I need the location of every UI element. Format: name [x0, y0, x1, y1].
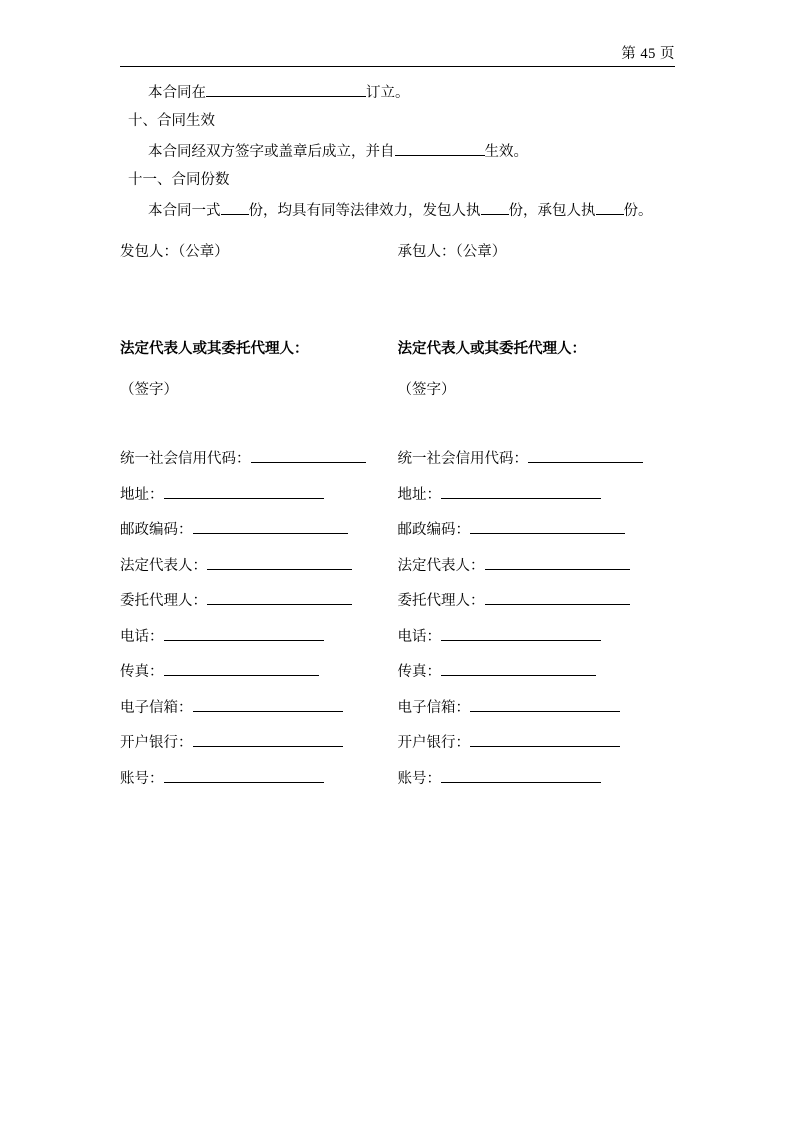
employer-field-email-line[interactable] — [193, 697, 343, 712]
clause-effective-suffix: 生效。 — [484, 144, 528, 160]
contractor-field-postcode-line[interactable] — [470, 519, 625, 534]
party-label-row — [120, 240, 675, 261]
employer-representative-label: 法定代表人或其委托代理人： — [120, 341, 309, 357]
contractor-field-phone-line[interactable] — [441, 626, 601, 641]
clause-copies — [120, 200, 675, 219]
signature-block — [120, 240, 675, 802]
employer-field-postcode — [120, 518, 398, 539]
employer-field-account — [120, 767, 398, 788]
employer-field-account-label: 账号： — [120, 770, 164, 787]
employer-field-credit-code — [120, 447, 398, 468]
clause-effective-prefix: 本合同经双方签字或盖章后成立，并自 — [148, 144, 395, 160]
contractor-field-address-line[interactable] — [441, 484, 601, 499]
clause-effective — [120, 141, 675, 160]
employer-field-agent-label: 委托代理人： — [120, 593, 207, 609]
contractor-column-head — [398, 240, 676, 261]
contractor-field-bank-line[interactable] — [470, 732, 620, 747]
contractor-field-phone-label: 电话： — [397, 628, 441, 645]
contractor-field-legal-rep — [398, 554, 676, 575]
contractor-field-address-label: 地址： — [397, 486, 441, 503]
contractor-fields — [398, 447, 676, 802]
page-header — [120, 42, 675, 68]
employer-field-fax-line[interactable] — [164, 661, 319, 676]
contractor-field-fax-line[interactable] — [441, 661, 596, 676]
contractor-representative-label: 法定代表人或其委托代理人： — [397, 341, 586, 357]
employer-field-fax — [120, 660, 398, 681]
clause-copies-part4: 份。 — [623, 203, 653, 219]
page-number: 第 45 页 — [621, 46, 675, 62]
employer-field-bank-label: 开户银行： — [120, 735, 193, 751]
contractor-field-email-label: 电子信箱： — [397, 699, 470, 716]
contractor-field-phone — [398, 625, 676, 646]
contractor-representative-col — [398, 337, 676, 399]
employer-field-postcode-label: 邮政编码： — [120, 522, 193, 538]
employer-representative-col — [120, 337, 398, 399]
contractor-field-agent-label: 委托代理人： — [397, 593, 485, 609]
contractor-field-legal-rep-label: 法定代表人： — [397, 557, 485, 574]
contractor-field-account — [398, 767, 676, 788]
contractor-field-legal-rep-line[interactable] — [485, 555, 630, 570]
contractor-field-postcode-label: 邮政编码： — [397, 522, 470, 538]
blank-effective-date — [395, 141, 485, 156]
contractor-field-postcode — [398, 518, 676, 539]
header-divider — [120, 66, 675, 67]
contractor-field-fax — [398, 660, 676, 681]
employer-signature-label: （签字） — [120, 382, 178, 398]
employer-field-phone-line[interactable] — [164, 626, 324, 641]
contractor-field-account-line[interactable] — [441, 768, 601, 783]
employer-field-phone-label: 电话： — [120, 628, 164, 645]
employer-field-credit-code-label: 统一社会信用代码： — [120, 451, 251, 467]
employer-party-label: 发包人：（公章） — [120, 244, 229, 260]
employer-field-fax-label: 传真： — [120, 664, 164, 680]
contractor-field-bank-label: 开户银行： — [397, 735, 470, 751]
contractor-field-credit-code — [398, 447, 676, 468]
contractor-signature-label: （签字） — [397, 382, 456, 398]
contractor-field-agent — [398, 589, 676, 610]
employer-field-legal-rep-line[interactable] — [207, 555, 352, 570]
clause-copies-part3: 份，承包人执 — [508, 203, 596, 219]
clause-conclude — [120, 82, 675, 101]
employer-field-account-line[interactable] — [164, 768, 324, 783]
contractor-field-fax-label: 传真： — [397, 664, 441, 680]
employer-field-legal-rep-label: 法定代表人： — [120, 557, 207, 574]
contractor-field-credit-code-label: 统一社会信用代码： — [397, 451, 528, 467]
employer-column-head — [120, 240, 398, 261]
blank-contractor-copies — [596, 200, 624, 215]
representative-row — [120, 337, 675, 399]
blank-total-copies — [221, 200, 249, 215]
employer-field-address-line[interactable] — [164, 484, 324, 499]
contractor-field-account-label: 账号： — [397, 770, 441, 787]
clause-conclude-suffix: 订立。 — [366, 85, 410, 101]
contractor-field-bank — [398, 731, 676, 752]
employer-field-agent-line[interactable] — [207, 590, 352, 605]
employer-field-email — [120, 696, 398, 717]
clause-conclude-prefix: 本合同在 — [148, 85, 206, 101]
employer-field-credit-code-line[interactable] — [251, 448, 366, 463]
contractor-party-label: 承包人：（公章） — [397, 244, 507, 260]
employer-field-bank — [120, 731, 398, 752]
employer-field-legal-rep — [120, 554, 398, 575]
employer-field-postcode-line[interactable] — [193, 519, 348, 534]
employer-field-bank-line[interactable] — [193, 732, 343, 747]
section-10-heading: 十、合同生效 — [128, 112, 215, 129]
employer-field-address — [120, 483, 398, 504]
blank-conclude-place — [206, 82, 366, 97]
employer-field-phone — [120, 625, 398, 646]
contractor-field-email — [398, 696, 676, 717]
blank-employer-copies — [481, 200, 509, 215]
employer-field-agent — [120, 589, 398, 610]
contractor-field-credit-code-line[interactable] — [528, 448, 643, 463]
employer-field-email-label: 电子信箱： — [120, 699, 193, 716]
employer-fields — [120, 447, 398, 802]
document-body — [120, 82, 675, 232]
contractor-field-address — [398, 483, 676, 504]
contractor-field-agent-line[interactable] — [485, 590, 630, 605]
clause-copies-part1: 本合同一式 — [148, 203, 221, 219]
employer-field-address-label: 地址： — [120, 486, 164, 503]
clause-copies-part2: 份，均具有同等法律效力，发包人执 — [248, 203, 481, 219]
contact-fields-row — [120, 447, 675, 802]
contractor-field-email-line[interactable] — [470, 697, 620, 712]
section-11-heading: 十一、合同份数 — [128, 171, 230, 188]
